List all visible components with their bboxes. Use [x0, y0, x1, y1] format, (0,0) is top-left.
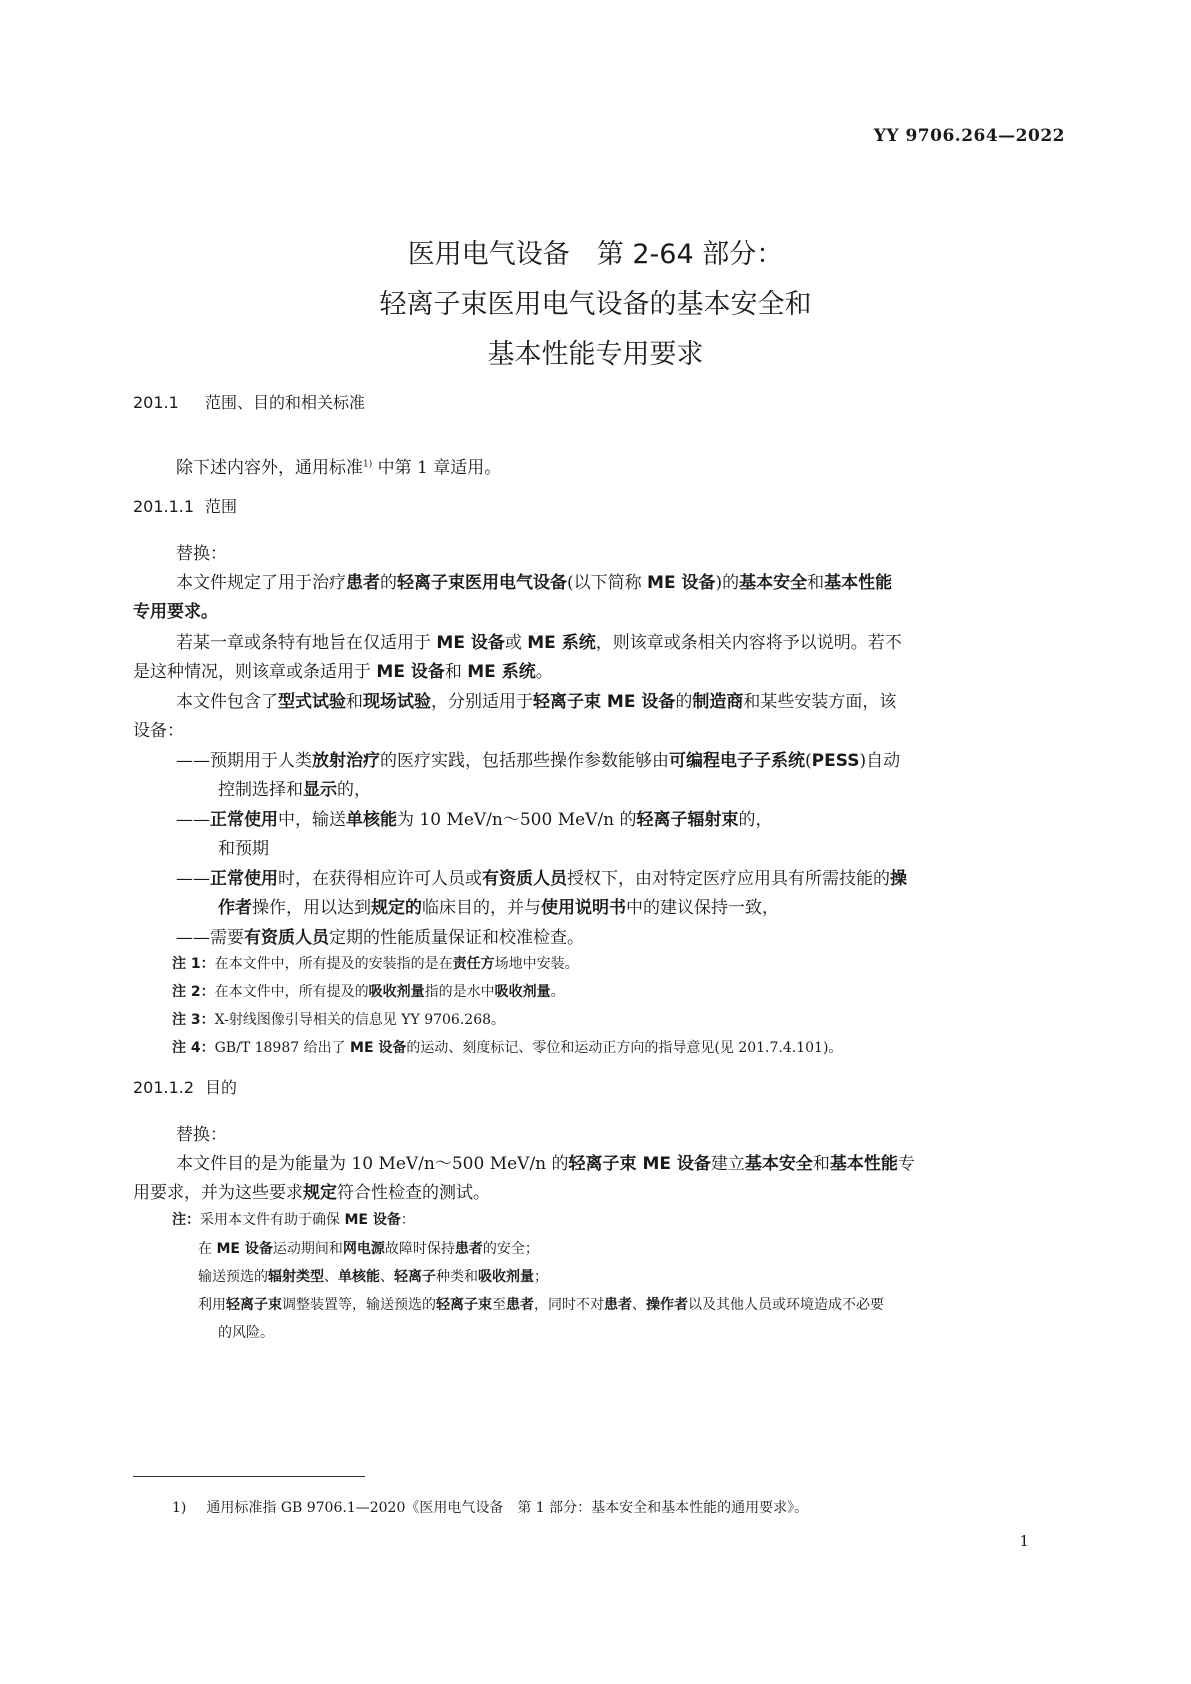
purpose-note-line-5: 的风险。: [218, 1325, 274, 1341]
list-item-4: ——需要有资质人员定期的性能质量保证和校准检查。: [176, 928, 584, 948]
list-item-3: ——正常使用时，在获得相应许可人员或有资质人员授权下，由对特定医疗应用具有所需技能的操: [176, 869, 907, 889]
replace-label: 替换：: [176, 1125, 227, 1145]
list-item-3-cont: 作者操作，用以达到规定的临床目的，并与使用说明书中的建议保持一致，: [218, 898, 779, 918]
title-line-2: 轻离子束医用电气设备的基本安全和: [379, 289, 812, 320]
scope-paragraph-3-cont: 设备：: [133, 721, 184, 741]
heading-number: 201.1.1: [133, 497, 195, 516]
footnote-ref: 1): [363, 459, 373, 470]
scope-paragraph-2: 若某一章或条特有地旨在仅适用于 ME 设备或 ME 系统，则该章或条相关内容将予以说明。若不: [176, 633, 902, 653]
heading-title: 目的: [205, 1078, 238, 1097]
note-1: 注 1：在本文件中，所有提及的安装指的是在责任方场地中安装。: [172, 956, 579, 972]
scope-paragraph-1-cont: 专用要求。: [133, 602, 218, 622]
heading-number: 201.1: [133, 393, 179, 412]
note-3: 注 3：X-射线图像引导相关的信息见 YY 9706.268。: [172, 1012, 506, 1028]
purpose-note-line-4: 利用轻离子束调整装置等，输送预选的轻离子束至患者，同时不对患者、操作者以及其他人员或环境造成不必要: [198, 1297, 884, 1313]
document-code: YY 9706.264—2022: [873, 126, 1065, 146]
purpose-paragraph: 本文件目的是为能量为 10 MeV/n～500 MeV/n 的轻离子束 ME 设备建立基本安全和基本性能专: [176, 1154, 915, 1174]
list-item-1: ——预期用于人类放射治疗的医疗实践，包括那些操作参数能够由可编程电子子系统(PESS)自动: [176, 751, 901, 771]
scope-paragraph-1: 本文件规定了用于治疗患者的轻离子束医用电气设备(以下简称 ME 设备)的基本安全和基本性能: [176, 573, 893, 593]
footnote-text: 通用标准指 GB 9706.1—2020《医用电气设备 第 1 部分：基本安全和基本性能的通用要求》。: [206, 1500, 809, 1516]
footnote-divider: [133, 1476, 365, 1477]
replace-label: 替换：: [176, 544, 227, 564]
note-2: 注 2：在本文件中，所有提及的吸收剂量指的是水中吸收剂量。: [172, 984, 565, 1000]
list-item-2-cont: 和预期: [218, 839, 269, 859]
purpose-paragraph-cont: 用要求，并为这些要求规定符合性检查的测试。: [133, 1183, 490, 1203]
purpose-note-line-3: 输送预选的辐射类型、单核能、轻离子种类和吸收剂量；: [198, 1269, 548, 1285]
purpose-note: 注：采用本文件有助于确保 ME 设备：: [172, 1212, 415, 1228]
scope-paragraph-3: 本文件包含了型式试验和现场试验，分别适用于轻离子束 ME 设备的制造商和某些安装方面，该: [176, 692, 897, 712]
heading-201-1-1: [133, 494, 237, 517]
page-number: 1: [1019, 1532, 1029, 1550]
document-title: [0, 230, 1191, 380]
heading-title: 范围: [205, 497, 238, 516]
heading-number: 201.1.2: [133, 1078, 195, 1097]
footnote: [172, 1497, 808, 1517]
title-line-1: 医用电气设备 第 2-64 部分：: [407, 239, 784, 270]
list-item-2: ——正常使用中，输送单核能为 10 MeV/n～500 MeV/n 的轻离子辐射束的，: [176, 810, 773, 830]
paragraph-general-standard: 除下述内容外，通用标准$^{1)}$ 中第 1 章适用。: [176, 458, 502, 478]
heading-201-1-2: [133, 1075, 237, 1098]
footnote-marker: 1): [172, 1500, 187, 1516]
note-4: 注 4：GB/T 18987 给出了 ME 设备的运动、刻度标记、零位和运动正方向的指导意见(见 201.7.4.101)。: [172, 1040, 843, 1056]
title-line-3: 基本性能专用要求: [487, 339, 704, 370]
heading-201-1: [133, 390, 365, 413]
purpose-note-line-2: 在 ME 设备运动期间和网电源故障时保持患者的安全；: [198, 1241, 539, 1257]
heading-title: 范围、目的和相关标准: [205, 393, 366, 412]
list-item-1-cont: 控制选择和显示的，: [218, 780, 371, 800]
scope-paragraph-2-cont: 是这种情况，则该章或条适用于 ME 设备和 ME 系统。: [133, 662, 553, 682]
